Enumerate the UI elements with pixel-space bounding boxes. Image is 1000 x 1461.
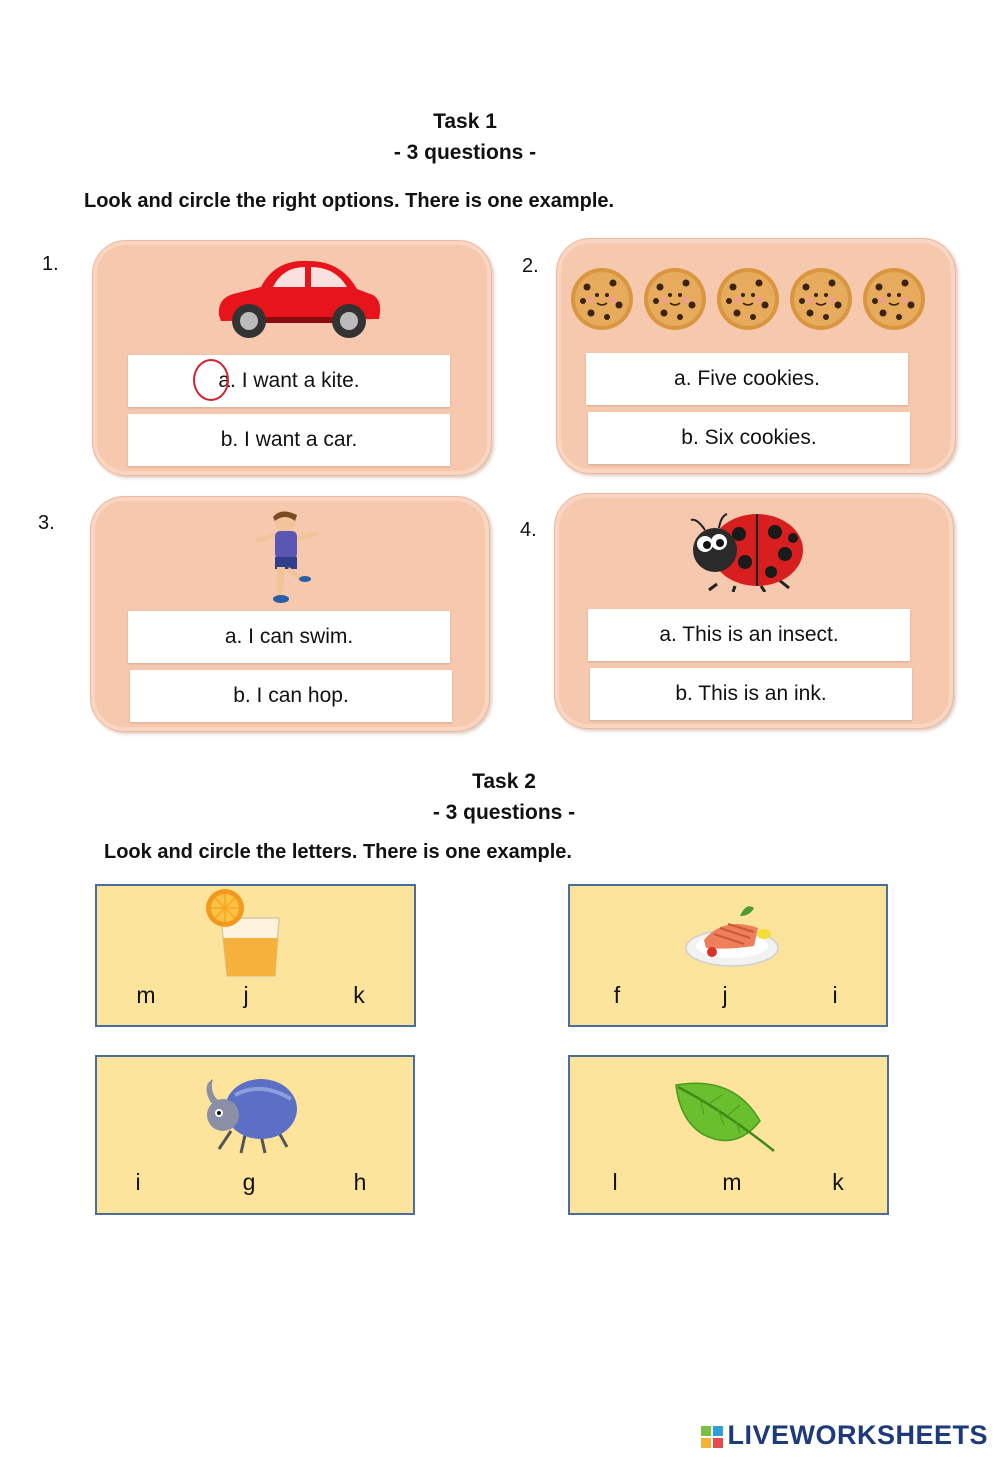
letter-option[interactable]: k (353, 982, 365, 1008)
fish-dish-icon (684, 898, 780, 970)
letter-box-4 (568, 1055, 889, 1215)
letter-box-2 (568, 884, 888, 1027)
boy-hopping-icon (251, 507, 325, 609)
liveworksheets-logo (701, 1420, 988, 1451)
beetle-icon (195, 1075, 301, 1155)
letter-box-3 (95, 1055, 415, 1215)
letter-option[interactable]: k (832, 1169, 844, 1195)
cookies-icon (569, 267, 939, 331)
letter-option[interactable]: i (135, 1169, 141, 1195)
question-2-option-b[interactable]: b. Six cookies. (588, 412, 910, 464)
letter-option[interactable]: j (243, 982, 249, 1008)
question-1-option-b[interactable]: b. I want a car. (128, 414, 450, 466)
task2-instruction: Look and circle the letters. There is one example. (104, 841, 572, 863)
question-3-option-b[interactable]: b. I can hop. (130, 670, 452, 722)
logo-text: LIVEWORKSHEETS (727, 1420, 988, 1450)
logo-mark-icon (701, 1426, 723, 1448)
task2-subtitle: - 3 questions - (432, 801, 576, 824)
task2-title: Task 2 (472, 770, 536, 793)
question-4-option-b[interactable]: b. This is an ink. (590, 668, 912, 720)
letter-option[interactable]: i (832, 982, 838, 1008)
question-2-option-a[interactable]: a. Five cookies. (586, 353, 908, 405)
question-number: 3. (38, 512, 55, 534)
question-1-option-a[interactable]: a. I want a kite. (128, 355, 450, 407)
task1-instruction: Look and circle the right options. There is one example. (84, 190, 615, 212)
letter-option[interactable]: m (136, 982, 156, 1008)
red-car-icon (213, 253, 383, 345)
letter-option[interactable]: j (722, 982, 728, 1008)
letter-option[interactable]: g (242, 1169, 256, 1195)
task1-subtitle: - 3 questions - (393, 141, 537, 164)
letter-option[interactable]: l (612, 1169, 618, 1195)
question-3-option-a[interactable]: a. I can swim. (128, 611, 450, 663)
example-answer-circle (193, 359, 229, 401)
letter-option[interactable]: f (613, 982, 621, 1008)
letter-box-1 (95, 884, 416, 1027)
leaf-icon (674, 1081, 778, 1155)
orange-juice-icon (205, 888, 281, 980)
question-number: 1. (42, 253, 59, 275)
question-4-option-a[interactable]: a. This is an insect. (588, 609, 910, 661)
task1-title: Task 1 (433, 110, 497, 133)
letter-option[interactable]: h (353, 1169, 367, 1195)
question-number: 4. (520, 519, 537, 541)
ladybug-icon (687, 510, 807, 592)
question-number: 2. (522, 255, 539, 277)
letter-option[interactable]: m (722, 1169, 742, 1195)
